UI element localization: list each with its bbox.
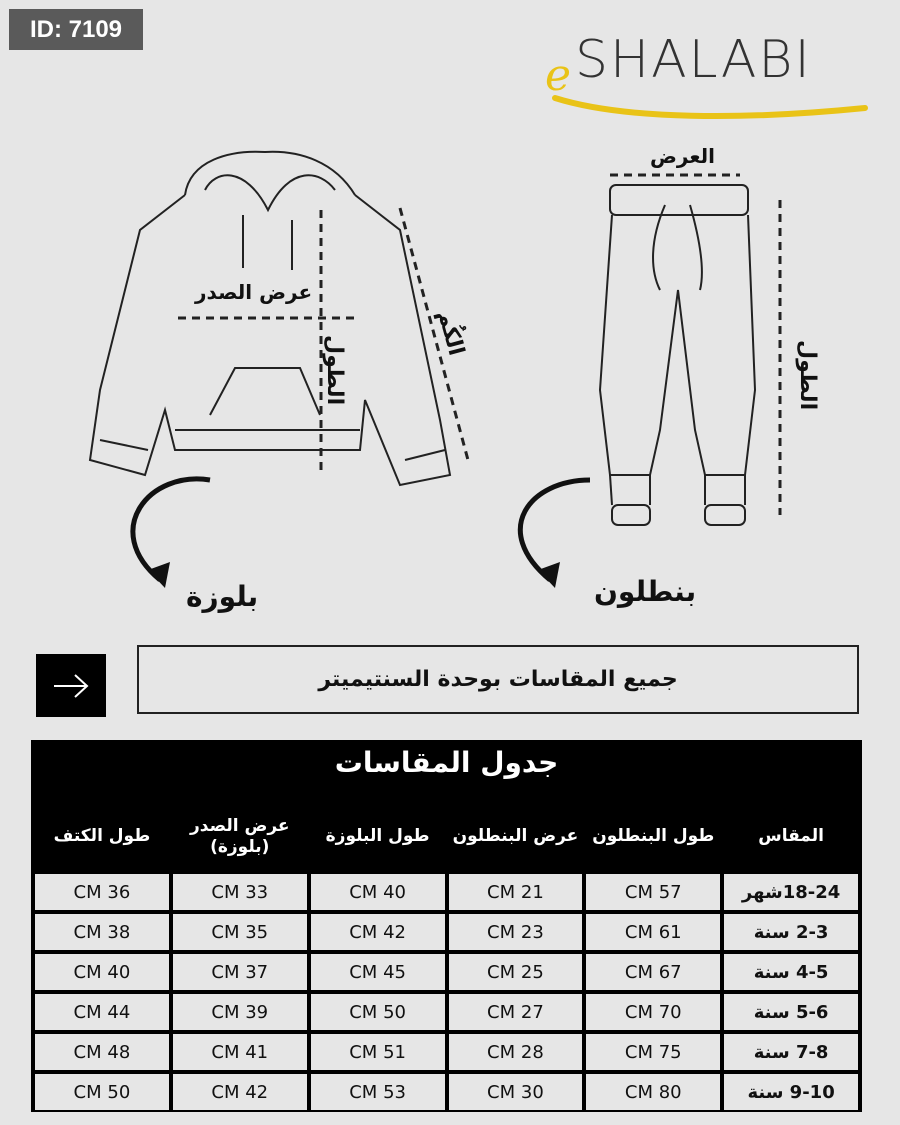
measurement-cell: 48 CM (35, 1034, 169, 1070)
size-grid (31, 800, 862, 1114)
measurement-cell: 28 CM (449, 1034, 583, 1070)
table-header-row (35, 804, 858, 870)
measurement-cell: 75 CM (586, 1034, 720, 1070)
size-cell: 5-6 سنة (724, 994, 858, 1030)
measurement-cell: 27 CM (449, 994, 583, 1030)
id-badge: ID: 7109 (9, 9, 143, 50)
table-header-cell: عرض البنطلون (452, 826, 579, 847)
size-cell: 9-10 سنة (724, 1074, 858, 1110)
table-row (35, 874, 858, 910)
measurement-cell: 35 CM (173, 914, 307, 950)
measurement-cell: 30 CM (449, 1074, 583, 1110)
hoodie-arrow-icon (133, 479, 210, 580)
measurement-cell: 23 CM (449, 914, 583, 950)
waist-width-label: العرض (650, 144, 715, 168)
units-note: جميع المقاسات بوحدة السنتيميتر (137, 645, 859, 714)
table-row (35, 914, 858, 950)
sleeve-label: الكُم (432, 307, 469, 359)
table-row (35, 994, 858, 1030)
measurement-cell: 38 CM (35, 914, 169, 950)
table-header-cell: طول البنطلون (592, 826, 715, 847)
table-row (35, 1034, 858, 1070)
measurement-cell: 40 CM (35, 954, 169, 990)
brand-logo (545, 20, 875, 125)
measurement-cell: 36 CM (35, 874, 169, 910)
measurement-cell: 40 CM (311, 874, 445, 910)
measurement-cell: 33 CM (173, 874, 307, 910)
pants-icon (600, 185, 755, 525)
size-cell: 4-5 سنة (724, 954, 858, 990)
measurement-cell: 51 CM (311, 1034, 445, 1070)
arrow-right-button (36, 654, 106, 717)
table-title: جدول المقاسات (334, 746, 559, 779)
hoodie-title: بلوزة (186, 580, 259, 613)
garment-illustrations (0, 130, 900, 630)
measurement-cell: 57 CM (586, 874, 720, 910)
size-table (31, 740, 862, 1112)
size-cell: 2-3 سنة (724, 914, 858, 950)
logo-e: e (545, 50, 572, 101)
measurement-cell: 42 CM (173, 1074, 307, 1110)
arrow-right-icon (51, 672, 91, 700)
measurement-cell: 21 CM (449, 874, 583, 910)
measurement-cell: 61 CM (586, 914, 720, 950)
measurement-cell: 37 CM (173, 954, 307, 990)
logo-text: SHALABI (575, 30, 812, 90)
measurement-cell: 42 CM (311, 914, 445, 950)
measurement-cell: 80 CM (586, 1074, 720, 1110)
measurement-cell: 50 CM (311, 994, 445, 1030)
chest-width-label: عرض الصدر (195, 280, 313, 304)
table-header-cell: طول البلوزة (325, 826, 430, 847)
table-row (35, 954, 858, 990)
measurement-cell: 39 CM (173, 994, 307, 1030)
size-cell: 7-8 سنة (724, 1034, 858, 1070)
table-row (35, 1074, 858, 1110)
measurement-cell: 53 CM (311, 1074, 445, 1110)
table-header-cell: طول الكتف (53, 826, 151, 847)
table-header-cell: المقاس (758, 826, 824, 847)
measurement-cell: 44 CM (35, 994, 169, 1030)
measurement-cell: 50 CM (35, 1074, 169, 1110)
pants-length-label: الطول (795, 340, 820, 411)
measurement-cell: 67 CM (586, 954, 720, 990)
measurement-cell: 70 CM (586, 994, 720, 1030)
measurement-cell: 45 CM (311, 954, 445, 990)
measurement-cell: 41 CM (173, 1034, 307, 1070)
hoodie-length-label: الطول (322, 335, 347, 406)
pants-title: بنطلون (594, 575, 697, 608)
measurement-cell: 25 CM (449, 954, 583, 990)
table-header-cell: عرض الصدر (بلوزة) (190, 815, 290, 857)
size-cell: 18-24شهر (724, 874, 858, 910)
